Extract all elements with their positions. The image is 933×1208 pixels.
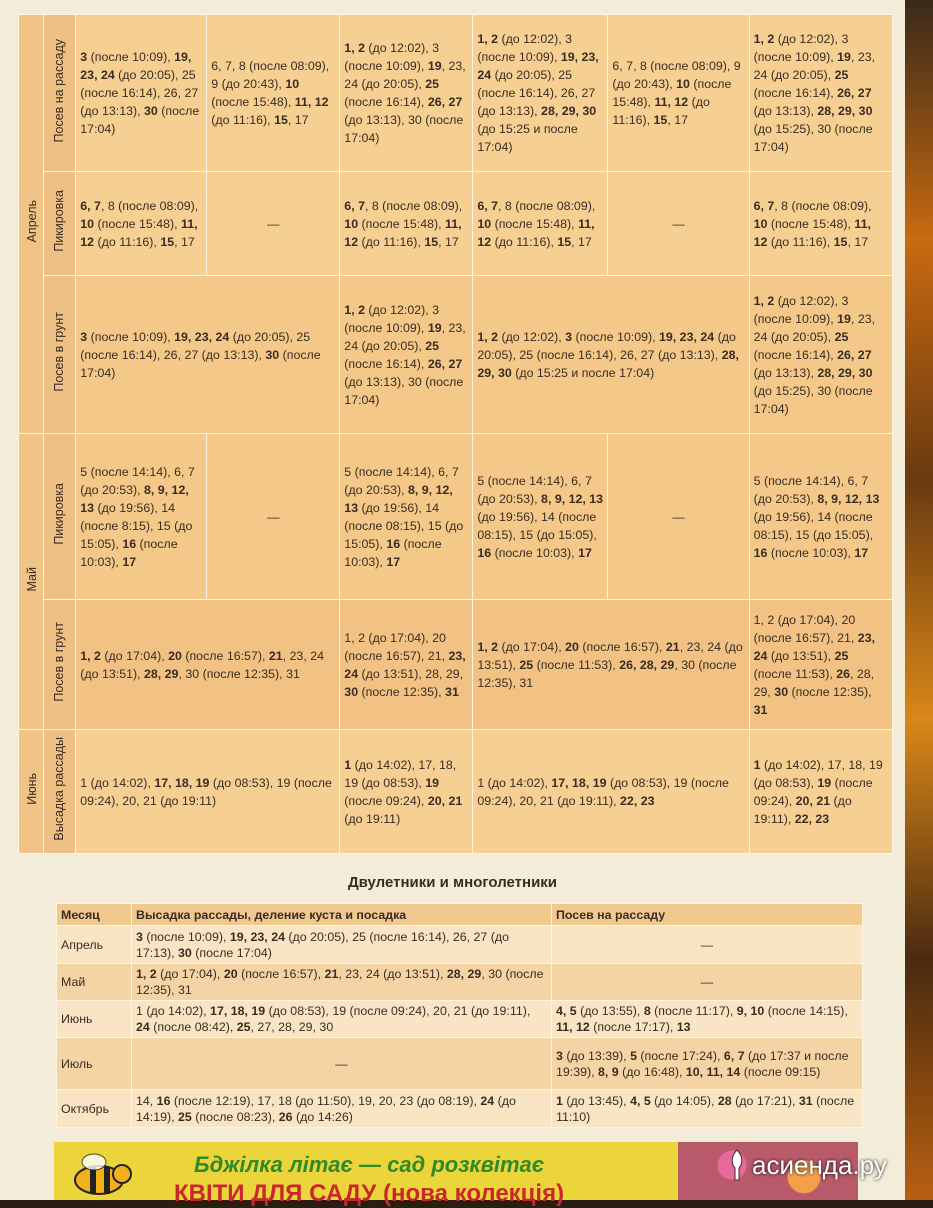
cell: 1, 2 (до 12:02), 3 (после 10:09), 19, 23, 24 (до 20:05), 25 (после 16:14), 26, 27 (до 13:13), 30 (после 17:04)	[340, 15, 473, 172]
cell: 1, 2 (до 12:02), 3 (после 10:09), 19, 23, 24 (до 20:05), 25 (после 16:14), 26, 27 (до 13:13), 28, 29, 30 (до 15:25), 30 (после 17:04)	[749, 15, 892, 172]
row-planting: 3 (после 10:09), 19, 23, 24 (до 20:05), 25 (после 16:14), 26, 27 (до 17:13), 30 (после 17:04)	[132, 926, 552, 964]
bee-icon	[54, 1142, 154, 1200]
cell: 1, 2 (до 17:04), 20 (после 16:57), 21, 23, 24 (до 13:51), 28, 29, 30 (после 12:35), 31	[340, 600, 473, 730]
row-month: Апрель	[57, 926, 132, 964]
cell: 1, 2 (до 12:02), 3 (после 10:09), 19, 23, 24 (до 20:05), 25 (после 16:14), 26, 27 (до 13:13), 30 (после 17:04)	[340, 276, 473, 434]
cell: 1 (до 14:02), 17, 18, 19 (до 08:53), 19 (после 09:24), 20, 21 (до 19:11)	[76, 730, 340, 854]
row-seeding: 4, 5 (до 13:55), 8 (после 11:17), 9, 10 (после 14:15), 11, 12 (после 17:17), 13	[552, 1001, 863, 1038]
cell: 3 (после 10:09), 19, 23, 24 (до 20:05), 25 (после 16:14), 26, 27 (до 13:13), 30 (после 17:04)	[76, 276, 340, 434]
cell: —	[608, 434, 749, 600]
row-seeding: 1 (до 13:45), 4, 5 (до 14:05), 28 (до 17:21), 31 (после 11:10)	[552, 1090, 863, 1128]
sowing-calendar-table	[18, 14, 893, 854]
row-seeding: —	[552, 964, 863, 1001]
cell: 1, 2 (до 12:02), 3 (после 10:09), 19, 23, 24 (до 20:05), 25 (после 16:14), 26, 27 (до 13:13), 28, 29, 30 (до 15:25 и после 17:04)	[473, 15, 608, 172]
row-planting: —	[132, 1038, 552, 1090]
tree-icon	[728, 1148, 746, 1182]
cell: —	[608, 172, 749, 276]
header-seeding: Посев на рассаду	[552, 904, 863, 926]
cell: 1, 2 (до 17:04), 20 (после 16:57), 21, 23, 24 (до 13:51), 25 (после 11:53), 26, 28, 29, 30 (после 12:35), 31	[749, 600, 892, 730]
row-month: Июнь	[57, 1001, 132, 1038]
row-planting: 1 (до 14:02), 17, 18, 19 (до 08:53), 19 (после 09:24), 20, 21 (до 19:11), 24 (после 08:42), 25, 27, 28, 29, 30	[132, 1001, 552, 1038]
row-seeding: 3 (до 13:39), 5 (после 17:24), 6, 7 (до 17:37 и после 19:39), 8, 9 (до 16:48), 10, 11, 14 (после 09:15)	[552, 1038, 863, 1090]
row-month: Май	[57, 964, 132, 1001]
op-seed: Посев на рассаду	[43, 15, 76, 172]
cell: 6, 7, 8 (после 08:09), 9 (до 20:43), 10 (после 15:48), 11, 12 (до 11:16), 15, 17	[207, 15, 340, 172]
cell: 6, 7, 8 (после 08:09), 10 (после 15:48), 11, 12 (до 11:16), 15, 17	[340, 172, 473, 276]
op-plant: Высадка рассады	[43, 730, 76, 854]
cell: 1, 2 (до 12:02), 3 (после 10:09), 19, 23, 24 (до 20:05), 25 (после 16:14), 26, 27 (до 13:13), 28, 29, 30 (до 15:25), 30 (после 17:04)	[749, 276, 892, 434]
row-planting: 1, 2 (до 17:04), 20 (после 16:57), 21, 23, 24 (до 13:51), 28, 29, 30 (после 12:35), 31	[132, 964, 552, 1001]
banner-slogan: Бджілка літає — сад розквітає	[194, 1152, 545, 1177]
watermark-text: асиенда.ру	[752, 1149, 887, 1180]
month-june: Июнь	[19, 730, 44, 854]
header-month: Месяц	[57, 904, 132, 926]
cell: —	[207, 434, 340, 600]
cell: 6, 7, 8 (после 08:09), 10 (после 15:48), 11, 12 (до 11:16), 15, 17	[76, 172, 207, 276]
cell: 5 (после 14:14), 6, 7 (до 20:53), 8, 9, 12, 13 (до 19:56), 14 (после 08:15), 15 (до 15:05), 16 (после 10:03), 17	[340, 434, 473, 600]
op-pick: Пикировка	[43, 434, 76, 600]
row-planting: 14, 16 (после 12:19), 17, 18 (до 11:50), 19, 20, 23 (до 08:19), 24 (до 14:19), 25 (после 08:23), 26 (до 14:26)	[132, 1090, 552, 1128]
cell: 1 (до 14:02), 17, 18, 19 (до 08:53), 19 (после 09:24), 20, 21 (до 19:11), 22, 23	[473, 730, 749, 854]
header-planting: Высадка рассады, деление куста и посадка	[132, 904, 552, 926]
op-ground: Посев в грунт	[43, 276, 76, 434]
cell: 1, 2 (до 12:02), 3 (после 10:09), 19, 23, 24 (до 20:05), 25 (после 16:14), 26, 27 (до 13:13), 28, 29, 30 (до 15:25 и после 17:04)	[473, 276, 749, 434]
month-april: Апрель	[19, 15, 44, 434]
cell: 1 (до 14:02), 17, 18, 19 (до 08:53), 19 (после 09:24), 20, 21 (до 19:11)	[340, 730, 473, 854]
cell: 6, 7, 8 (после 08:09), 9 (до 20:43), 10 (после 15:48), 11, 12 (до 11:16), 15, 17	[608, 15, 749, 172]
cell: 6, 7, 8 (после 08:09), 10 (после 15:48), 11, 12 (до 11:16), 15, 17	[749, 172, 892, 276]
biennial-table	[56, 903, 863, 1128]
cell: 3 (после 10:09), 19, 23, 24 (до 20:05), 25 (после 16:14), 26, 27 (до 13:13), 30 (после 17:04)	[76, 15, 207, 172]
cell: 5 (после 14:14), 6, 7 (до 20:53), 8, 9, 12, 13 (до 19:56), 14 (после 08:15), 15 (до 15:05), 16 (после 10:03), 17	[749, 434, 892, 600]
cell: 1, 2 (до 17:04), 20 (после 16:57), 21, 23, 24 (до 13:51), 25 (после 11:53), 26, 28, 29, 30 (после 12:35), 31	[473, 600, 749, 730]
row-month: Июль	[57, 1038, 132, 1090]
cell: 5 (после 14:14), 6, 7 (до 20:53), 8, 9, 12, 13 (до 19:56), 14 (после 08:15), 15 (до 15:05), 16 (после 10:03), 17	[473, 434, 608, 600]
row-month: Октябрь	[57, 1090, 132, 1128]
month-may: Май	[19, 434, 44, 730]
cell: 1 (до 14:02), 17, 18, 19 (до 08:53), 19 (после 09:24), 20, 21 (до 19:11), 22, 23	[749, 730, 892, 854]
op-pick: Пикировка	[43, 172, 76, 276]
row-seeding: —	[552, 926, 863, 964]
section-title: Двулетники и многолетники	[347, 874, 558, 891]
cell: 6, 7, 8 (после 08:09), 10 (после 15:48), 11, 12 (до 11:16), 15, 17	[473, 172, 608, 276]
cell: 1, 2 (до 17:04), 20 (после 16:57), 21, 23, 24 (до 13:51), 28, 29, 30 (после 12:35), 31	[76, 600, 340, 730]
op-ground: Посев в грунт	[43, 600, 76, 730]
watermark	[728, 1148, 887, 1182]
flower-photo-edge	[905, 0, 933, 1200]
banner-headline: КВІТИ ДЛЯ САДУ (нова колекція)	[174, 1180, 565, 1207]
cell: —	[207, 172, 340, 276]
cell: 5 (после 14:14), 6, 7 (до 20:53), 8, 9, 12, 13 (до 19:56), 14 (после 8:15), 15 (до 15:05), 16 (после 10:03), 17	[76, 434, 207, 600]
